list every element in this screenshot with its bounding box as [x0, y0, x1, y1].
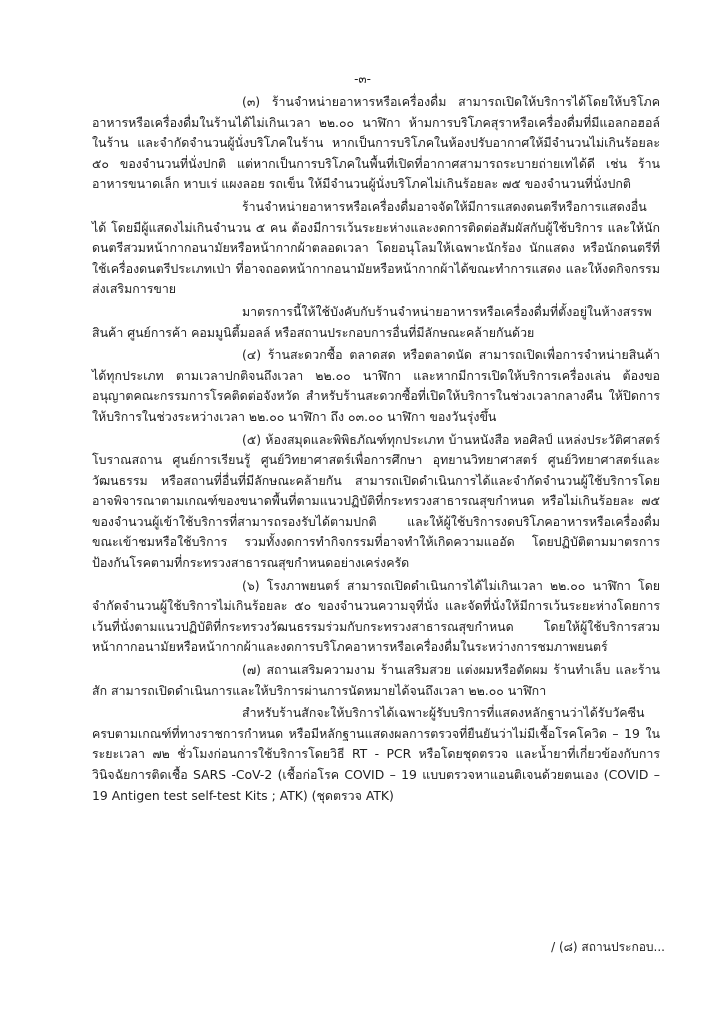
- paragraph-tattoo-shops: สำหรับร้านสักจะให้บริการได้เฉพาะผู้รับบริการที่แสดงหลักฐานว่าได้รับวัคซีนครบตามเกณฑ์ที่ทางราชการกำหนด หรือมีหลักฐานแสดงผลการตรวจที่ยืนยันว่าไม่มีเชื้อโรคโควิด – 19 ในระยะเวลา ๗๒ ชั่วโมงก่อนการใช้บริการโดยวิธี RT - PCR หรือโดยชุดตรวจ และน้ำยาที่เกี่ยวข้องกับการวินิจฉัยการติดเชื้อ SARS -CoV-2 (เชื้อก่อโรค COVID – 19 แบบตรวจหาแอนติเจนด้วยตนเอง (COVID – 19 Antigen test self-test Kits ; ATK) (ชุดตรวจ ATK): [92, 705, 660, 803]
- page-number: -๓-: [354, 72, 371, 86]
- paragraph-convenience-stores: (๔) ร้านสะดวกซื้อ ตลาดสด หรือตลาดนัด สามารถเปิดเพื่อการจำหน่ายสินค้าได้ทุกประเภท ตามเวลาปกติจนถึงเวลา ๒๒.๐๐ นาฬิกา และหากมีการเปิดให้บริการเครื่องเล่น ต้องขออนุญาตคณะกรรมการโรคติดต่อจังหวัด สำหรับร้านสะดวกซื้อที่เปิดให้บริการในช่วงเวลากลางคืน ให้ปิดการให้บริการในช่วงระหว่างเวลา ๒๒.๐๐ นาฬิกา ถึง ๐๓.๐๐ นาฬิกา ของวันรุ่งขึ้น: [92, 347, 660, 424]
- paragraph-cinemas: (๖) โรงภาพยนตร์ สามารถเปิดดำเนินการได้ไม่เกินเวลา ๒๒.๐๐ นาฬิกา โดยจำกัดจำนวนผู้ใช้บริการไม่เกินร้อยละ ๕๐ ของจำนวนความจุที่นั่ง และจัดที่นั่งให้มีการเว้นระยะห่างโดยการเว้นที่นั่งตามแนวปฏิบัติที่กระทรวงวัฒนธรรมร่วมกับกระทรวงสาธารณสุขกำหนด โดยให้ผู้ใช้บริการสวมหน้ากากอนามัยหรือหน้ากากผ้าและงดการบริโภคอาหารหรือเครื่องดื่มในระหว่างการชมภาพยนตร์: [92, 577, 660, 655]
- paragraph-beauty-salons: (๗) สถานเสริมความงาม ร้านเสริมสวย แต่งผมหรือตัดผม ร้านทำเล็บ และร้านสัก สามารถเปิดดำเนินการและให้บริการผ่านการนัดหมายได้จนถึงเวลา ๒๒.๐๐ นาฬิกา: [92, 662, 660, 698]
- paragraph-libraries-museums: (๕) ห้องสมุดและพิพิธภัณฑ์ทุกประเภท บ้านหนังสือ หอศิลป์ แหล่งประวัติศาสตร์ โบราณสถาน ศูนย์การเรียนรู้ ศูนย์วิทยาศาสตร์เพื่อการศึกษา อุทยานวิทยาศาสตร์ ศูนย์วิทยาศาสตร์และวัฒนธรรม หรือสถานที่อื่นที่มีลักษณะคล้ายกัน สามารถเปิดดำเนินการได้และจำกัดจำนวนผู้ใช้บริการโดยอาจพิจารณาตามเกณฑ์ของขนาดพื้นที่ตามแนวปฏิบัติที่กระทรวงสาธารณสุขกำหนด หรือไม่เกินร้อยละ ๗๕ ของจำนวนผู้เข้าใช้บริการที่สามารถรองรับได้ตามปกติ และให้ผู้ใช้บริการงดบริโภคอาหารหรือเครื่องดื่มขณะเข้าชมหรือใช้บริการ รวมทั้งงดการทำกิจกรรมที่อาจทำให้เกิดความแออัด โดยปฏิบัติตามมาตรการป้องกันโรคตามที่กระทรวงสาธารณสุขกำหนดอย่างเคร่งครัด: [92, 431, 660, 571]
- document-body: [92, 92, 660, 808]
- continuation-note: / (๘) สถานประกอบ...: [551, 940, 665, 954]
- paragraph-restaurant-performances: ร้านจำหน่ายอาหารหรือเครื่องดื่มอาจจัดให้มีการแสดงดนตรีหรือการแสดงอื่นได้ โดยมีผู้แสดงไม่เกินจำนวน ๕ คน ต้องมีการเว้นระยะห่างและงดการติดต่อสัมผัสกับผู้ใช้บริการ และให้นักดนตรีสวมหน้ากากอนามัยหรือหน้ากากผ้าตลอดเวลา โดยอนุโลมให้เฉพาะนักร้อง นักแสดง หรือนักดนตรีที่ใช้เครื่องดนตรีประเภทเป่า ที่อาจถอดหน้ากากอนามัยหรือหน้ากากผ้าได้ขณะทำการแสดง และให้งดกิจกรรมส่งเสริมการขาย: [92, 198, 660, 297]
- paragraph-restaurant-scope: มาตรการนี้ให้ใช้บังคับกับร้านจำหน่ายอาหารหรือเครื่องดื่มที่ตั้งอยู่ในห้างสรรพสินค้า ศูนย์การค้า คอมมูนิตี้มอลล์ หรือสถานประกอบการอื่นที่มีลักษณะคล้ายกันด้วย: [92, 303, 652, 340]
- paragraph-restaurants: (๓) ร้านจำหน่ายอาหารหรือเครื่องดื่ม สามารถเปิดให้บริการได้โดยให้บริโภคอาหารหรือเครื่องดื่มในร้านได้ไม่เกินเวลา ๒๒.๐๐ นาฬิกา ห้ามการบริโภคสุราหรือเครื่องดื่มที่มีแอลกอฮอล์ในร้าน และจำกัดจำนวนผู้นั่งบริโภคในร้าน หากเป็นการบริโภคในห้องปรับอากาศให้มีจำนวนไม่เกินร้อยละ ๕๐ ของจำนวนที่นั่งปกติ แต่หากเป็นการบริโภคในพื้นที่เปิดที่อากาศสามารถระบายถ่ายเทได้ดี เช่น ร้านอาหารขนาดเล็ก หาบเร่ แผงลอย รถเข็น ให้มีจำนวนผู้นั่งบริโภคไม่เกินร้อยละ ๗๕ ของจำนวนที่นั่งปกติ: [92, 94, 660, 192]
